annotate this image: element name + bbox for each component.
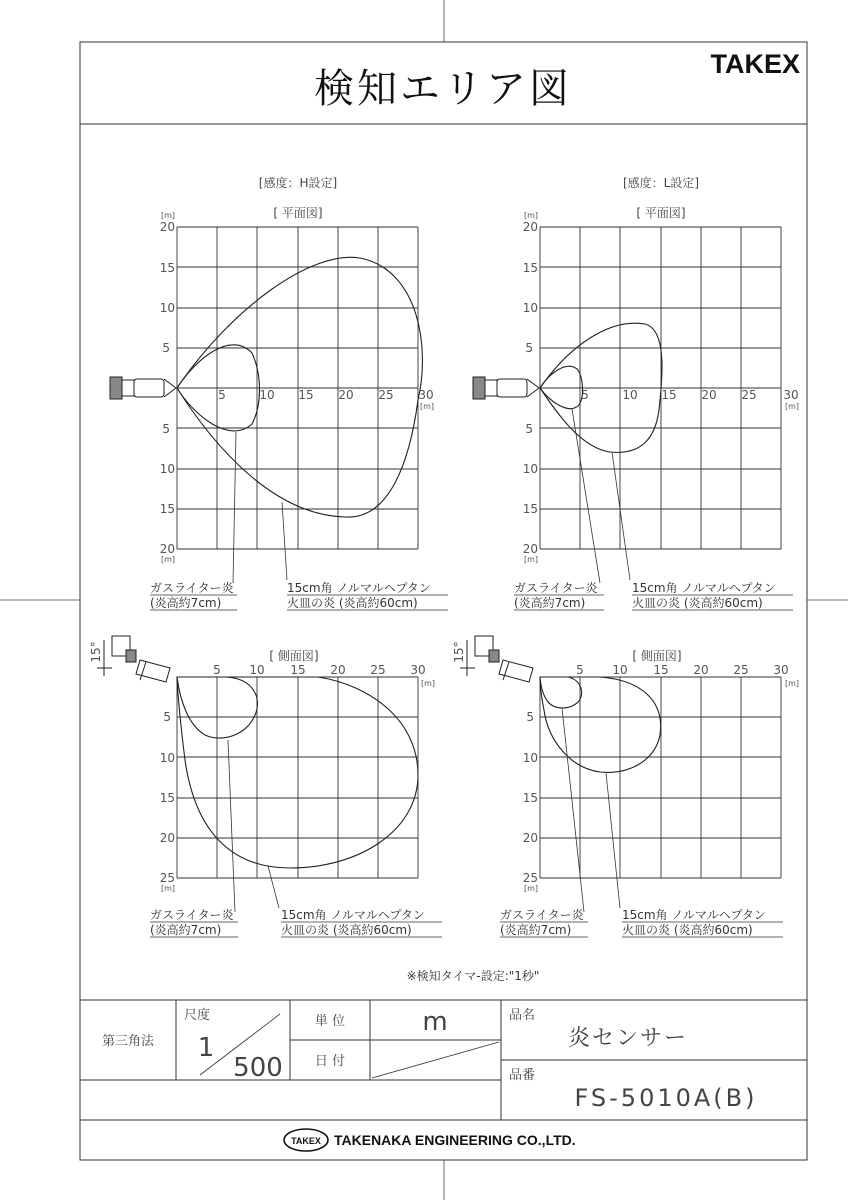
detection-area-lighter [540, 677, 582, 708]
y-tick: 20 [522, 542, 538, 556]
y-tick: 5 [162, 341, 170, 355]
y-unit-bottom: [m] [161, 555, 176, 564]
x-unit: [m] [421, 679, 436, 688]
projection-method: 第三角法 [101, 1034, 155, 1049]
y-tick: 15 [522, 502, 538, 516]
detection-area-heptane [177, 677, 418, 868]
label-heptane-detail: 火皿の炎 (炎高約60cm) [622, 923, 753, 937]
y-tick: 10 [522, 301, 538, 315]
detection-area-lighter [540, 366, 583, 408]
y-tick: 15 [159, 791, 175, 805]
x-unit: [m] [785, 679, 800, 688]
y-tick: 15 [159, 261, 175, 275]
flame-sensor-icon [110, 377, 176, 399]
y-tick: 10 [159, 751, 175, 765]
leader-line-heptane [612, 452, 630, 580]
timer-note: ※検知タイマ-設定:"1秒" [406, 969, 540, 983]
view-label: [ 平面図] [636, 206, 686, 220]
y-tick: 5 [162, 422, 170, 436]
x-tick: 30 [418, 388, 434, 402]
company-name: TAKENAKA ENGINEERING CO.,LTD. [334, 1132, 576, 1148]
label-heptane: 15cm角 ノルマルヘプタン [632, 581, 776, 595]
label-lighter-detail: (炎高約7cm) [500, 923, 572, 937]
title-block [80, 1000, 807, 1120]
y-unit-top: [m] [524, 211, 539, 220]
tilt-angle-label: 15° [89, 641, 103, 663]
label-heptane: 15cm角 ノルマルヘプタン [281, 908, 425, 922]
brand-logo: TAKEX [710, 49, 800, 79]
label-heptane-detail: 火皿の炎 (炎高約60cm) [632, 596, 763, 610]
x-tick: 10 [612, 663, 628, 677]
x-tick: 30 [410, 663, 426, 677]
date-label: 日 付 [314, 1054, 346, 1069]
y-unit-bottom: [m] [524, 884, 539, 893]
flame-sensor-side-icon [97, 636, 170, 682]
label-lighter: ガスライター炎 [514, 581, 598, 595]
x-tick: 15 [653, 663, 669, 677]
label-heptane: 15cm角 ノルマルヘプタン [622, 908, 766, 922]
y-tick: 10 [522, 462, 538, 476]
x-unit: [m] [420, 402, 435, 411]
y-tick: 25 [522, 871, 538, 885]
unit-value: m [422, 1007, 448, 1037]
leader-line-heptane [282, 502, 287, 580]
x-tick: 10 [249, 663, 265, 677]
sensitivity-label: [感度：H設定] [258, 176, 338, 190]
view-label: [ 平面図] [273, 206, 323, 220]
x-tick: 20 [693, 663, 709, 677]
y-tick: 5 [163, 710, 171, 724]
y-tick: 5 [526, 710, 534, 724]
leader-line-lighter [562, 708, 584, 912]
leader-line-heptane [606, 773, 620, 908]
leader-line-lighter [233, 432, 236, 583]
flame-sensor-side-icon [460, 636, 533, 682]
y-tick: 20 [522, 831, 538, 845]
leader-line-heptane [268, 866, 279, 908]
label-heptane-detail: 火皿の炎 (炎高約60cm) [281, 923, 412, 937]
product-code-label: 品番 [509, 1068, 536, 1083]
scale-label: 尺度 [184, 1008, 211, 1023]
tilt-angle-label: 15° [452, 641, 466, 663]
label-lighter: ガスライター炎 [500, 908, 584, 922]
view-label: [ 側面図] [269, 649, 319, 663]
y-unit-bottom: [m] [524, 555, 539, 564]
flame-sensor-icon [473, 377, 539, 399]
x-tick: 20 [338, 388, 354, 402]
label-heptane-detail: 火皿の炎 (炎高約60cm) [287, 596, 418, 610]
company-footer [284, 1129, 576, 1151]
x-tick: 5 [576, 663, 584, 677]
x-tick: 10 [259, 388, 275, 402]
product-name-label: 品名 [509, 1008, 536, 1023]
y-unit-bottom: [m] [161, 884, 176, 893]
y-tick: 10 [522, 751, 538, 765]
y-tick: 20 [159, 220, 175, 234]
company-logo-text: TAKEX [291, 1136, 321, 1146]
label-lighter-detail: (炎高約7cm) [150, 923, 222, 937]
detection-area-heptane [540, 677, 661, 772]
chart-side-h [89, 636, 442, 937]
x-tick: 20 [330, 663, 346, 677]
chart-plan-l [473, 175, 799, 610]
scale-numerator: 1 [197, 1033, 215, 1063]
chart-side-l [452, 636, 799, 937]
x-tick: 25 [370, 663, 386, 677]
x-tick: 10 [622, 388, 638, 402]
page-title: 検知エリア図 [314, 66, 572, 112]
product-code: FS-5010A(B) [574, 1084, 758, 1112]
label-heptane: 15cm角 ノルマルヘプタン [287, 581, 431, 595]
grid [540, 677, 781, 878]
scale-denominator: 500 [233, 1053, 283, 1083]
x-tick: 20 [701, 388, 717, 402]
x-tick: 5 [213, 663, 221, 677]
x-tick: 15 [661, 388, 677, 402]
x-unit: [m] [785, 402, 800, 411]
y-tick: 10 [159, 301, 175, 315]
date-divider [372, 1042, 499, 1078]
y-tick: 5 [525, 341, 533, 355]
x-tick: 30 [783, 388, 799, 402]
x-tick: 5 [218, 388, 226, 402]
label-lighter-detail: (炎高約7cm) [514, 596, 586, 610]
y-tick: 25 [159, 871, 175, 885]
label-lighter-detail: (炎高約7cm) [150, 596, 222, 610]
y-tick: 5 [525, 422, 533, 436]
x-tick: 30 [773, 663, 789, 677]
x-tick: 25 [378, 388, 394, 402]
x-tick: 15 [290, 663, 306, 677]
view-label: [ 側面図] [632, 649, 682, 663]
x-tick: 5 [581, 388, 589, 402]
grid [177, 677, 418, 878]
y-tick: 15 [522, 791, 538, 805]
sensitivity-label: [感度：L設定] [622, 176, 700, 190]
leader-line-lighter [572, 409, 600, 583]
x-tick: 25 [741, 388, 757, 402]
x-tick: 25 [733, 663, 749, 677]
leader-line-lighter [228, 740, 235, 912]
product-name: 炎センサー [567, 1026, 689, 1051]
y-unit-top: [m] [161, 211, 176, 220]
chart-plan-h [110, 175, 448, 610]
label-lighter: ガスライター炎 [150, 581, 234, 595]
y-tick: 10 [159, 462, 175, 476]
y-tick: 15 [159, 502, 175, 516]
label-lighter: ガスライター炎 [150, 908, 234, 922]
y-tick: 20 [159, 542, 175, 556]
x-tick: 15 [298, 388, 314, 402]
y-tick: 15 [522, 261, 538, 275]
unit-label: 単 位 [314, 1014, 346, 1029]
y-tick: 20 [522, 220, 538, 234]
y-tick: 20 [159, 831, 175, 845]
